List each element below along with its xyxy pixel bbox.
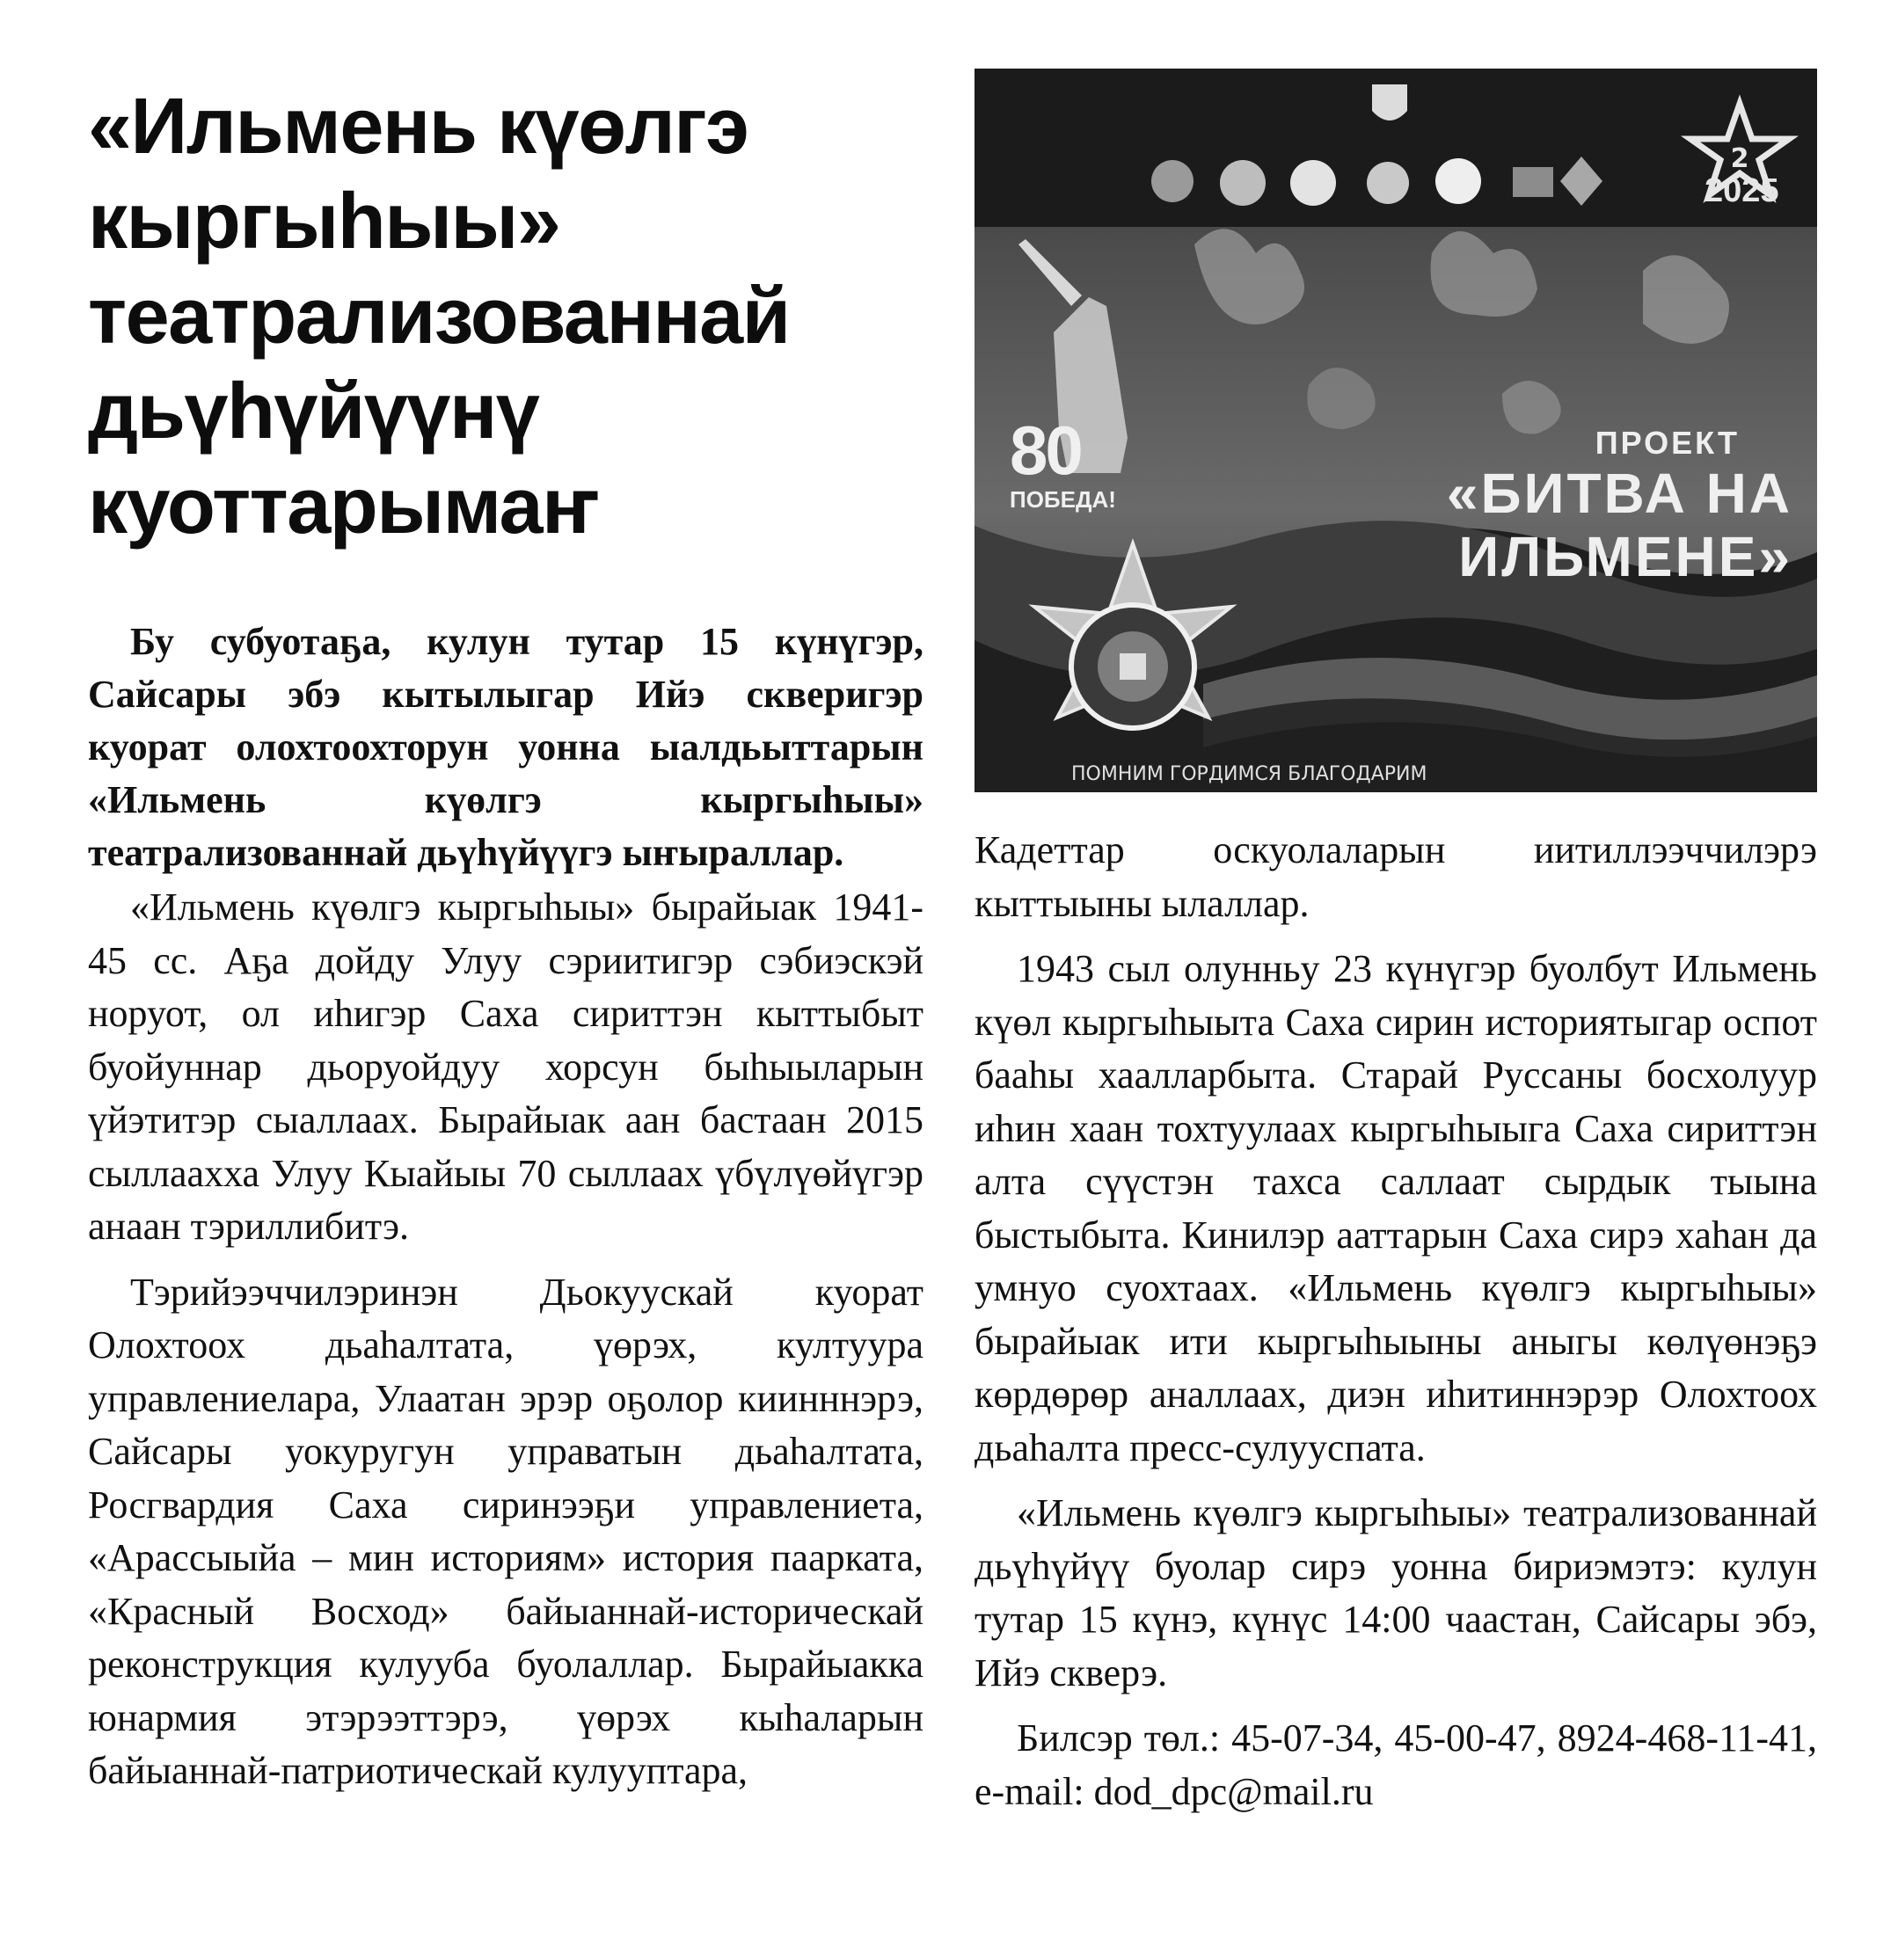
contact-info: Билсэр төл.: 45-07-34, 45-00-47, 8924-468-11-41, e-mail: dod_dpc@mail.ru [975, 1716, 1817, 1813]
poster-year: 2025 [1705, 172, 1779, 209]
body-paragraph: 1943 сыл олунньу 23 күнүгэр буолбут Ильмень күөл кыргыһыыта Саха сирин историятыгар оспот бааһы хаалларбыта. Старай Руссаны босхолуур иһин хаан тохтуулаах кыргыһыыга Саха сириттэн алта сүүстэн тахса саллаат сырдык тыына быстыбыта. Кинилэр ааттарын Саха сирэ хаһан да умнуо суохтаах. «Ильмень күөлгэ кыргыһыы» бырайыак ити кыргыһыыны аныгы көлүөнэҕэ көрдөрөр аналлаах, диэн иһитиннэрэр Олохтоох дьаһалта пресс-сулууспата. [975, 947, 1817, 1469]
project-title-line: «БИТВА НА [1446, 462, 1792, 525]
headline-line: куоттарымаҥ [88, 463, 597, 550]
coat-of-arms-icon [1372, 84, 1407, 120]
logo-circle-icon [1151, 160, 1194, 202]
body-paragraph-continued: Кадеттар оскуолаларын иитиллээччилэрэ кыттыыны ылаллар. [975, 828, 1817, 925]
headline-line: кыргыһыы» [88, 178, 560, 266]
victory-word: ПОБЕДА! [1010, 486, 1116, 513]
logo-circle-icon [1367, 162, 1409, 204]
headline-line: театрализованнай [88, 273, 790, 361]
logo-circle-icon [1435, 158, 1481, 204]
victory-badge [1010, 412, 1116, 513]
body-paragraph: «Ильмень күөлгэ кыргыһыы» театрализованнай дьүһүйүү буолар сирэ уонна бириэмэтэ: кулун тутар 15 күнэ, күнүс 14:00 чаастан, Сайсары эбэ, Ийэ скверэ. [975, 1491, 1817, 1694]
project-poster-image [975, 69, 1817, 792]
article-headline [88, 79, 923, 554]
order-ring-text: ПОМНИМ ГОРДИМСЯ БЛАГОДАРИМ [1071, 763, 1427, 785]
project-title-line: ИЛЬМЕНЕ» [1458, 525, 1792, 588]
star-digit: 2 [1730, 143, 1749, 174]
project-title-block [1353, 425, 1792, 588]
article-lead: Бу субуотаҕа, кулун тутар 15 күнүгэр, Сайсары эбэ кытылыгар Ийэ скверигэр куорат олохтоохторун уонна ыалдьыттарын «Ильмень күөлгэ кыргыһыы» театрализованнай дьүһүйүүгэ ыҥыраллар. [88, 620, 923, 874]
right-column [975, 69, 1817, 1831]
logo-block-icon [1513, 167, 1553, 197]
project-kicker: ПРОЕКТ [1595, 425, 1740, 461]
victory-number: 80 [1010, 412, 1081, 489]
headline-line: «Ильмень күөлгэ [88, 83, 748, 171]
body-paragraph: Тэрийээччилэринэн Дьокуускай куорат Олохтоох дьаһалтата, үөрэх, култуура управлениелара, Улаатан эрэр оҕолор киинннэрэ, Сайсары уокуругун управатын дьаһалтата, Росгвардия Саха сиринээҕи управлениета, «Арассыыйа – мин историям» история паарката, «Красный Восход» байыаннай-историческай реконструкция кулууба буолаллар. Бырайыакка юнармия этэрээттэрэ, үөрэх кыһаларын байыаннай-патриотическай кулууптара, [88, 1270, 923, 1792]
logo-circle-icon [1220, 160, 1266, 206]
headline-line: дьүһүйүүнү [88, 368, 539, 455]
body-paragraph: «Ильмень күөлгэ кыргыһыы» бырайыак 1941-45 сс. Аҕа дойду Улуу сэриитигэр сэбиэскэй норуот, ол иһигэр Саха сириттэн кыттыбыт буойуннар дьоруойдуу хорсун быһыыларын үйэтитэр сыаллаах. Бырайыак аан бастаан 2015 сыллаахха Улуу Кыайыы 70 сыллаах үбүлүөйүгэр анаан тэриллибитэ. [88, 885, 923, 1248]
logo-circle-icon [1290, 160, 1336, 206]
left-column [88, 79, 923, 1811]
